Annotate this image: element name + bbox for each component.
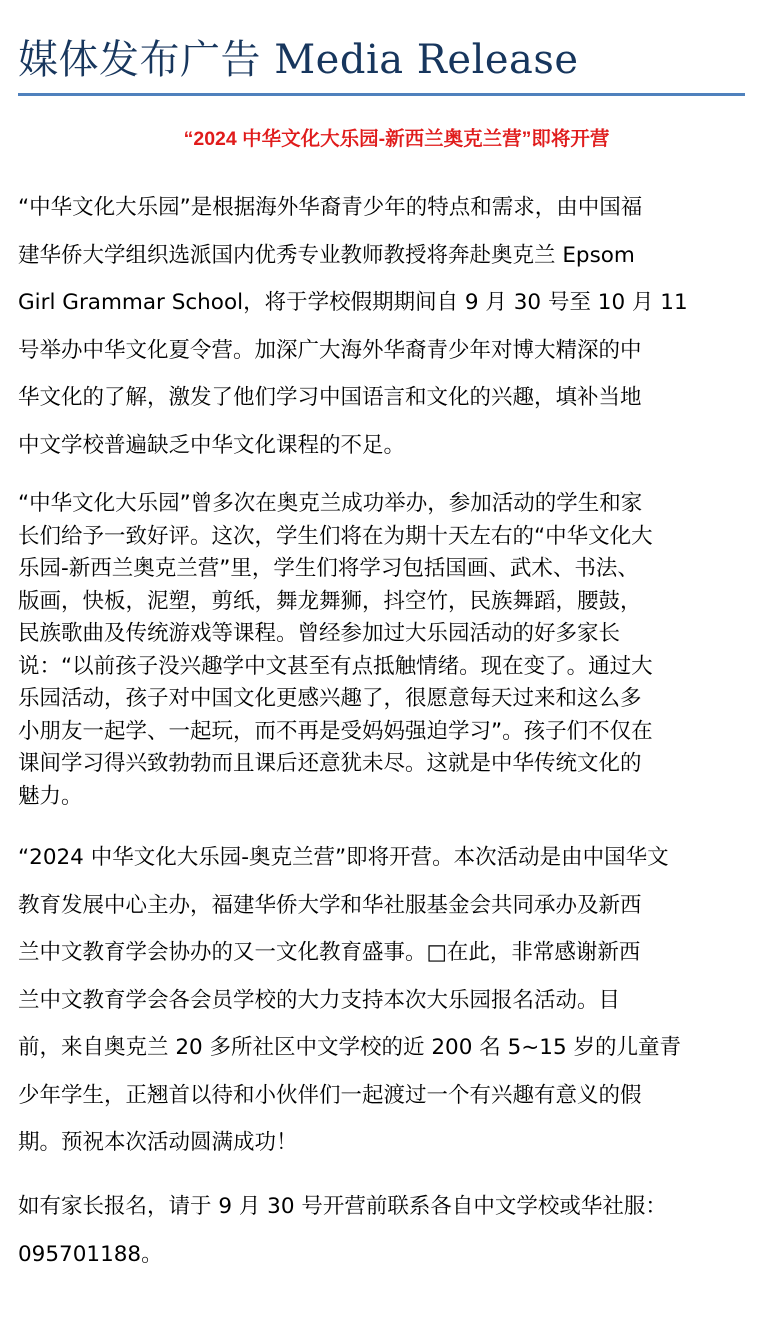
text-line: 课间学习得兴致勃勃而且课后还意犹未尽。这就是中华传统文化的 — [18, 751, 642, 776]
text-line: 华文化的了解，激发了他们学习中国语言和文化的兴趣，填补当地 — [18, 385, 642, 410]
contact-phone: 095701188。 — [18, 1241, 163, 1267]
text-line: Girl Grammar School，将于学校假期期间自 9 月 30 号至 10 月 11 — [18, 290, 688, 315]
text-line: 兰中文教育学会各会员学校的大力支持本次大乐园报名活动。目 — [18, 987, 621, 1013]
text-line: 版画，快板，泥塑，剪纸，舞龙舞狮，抖空竹，民族舞蹈，腰鼓， — [18, 588, 642, 614]
paragraph-history — [18, 488, 743, 813]
text-line: 中文学校普遍缺乏中华文化课程的不足。 — [18, 432, 406, 458]
text-line: 长们给予一致好评。这次，学生们将在为期十天左右的“中华文化大 — [18, 523, 653, 549]
text-line: 前，来自奥克兰 20 多所社区中文学校的近 200 名 5~15 岁的儿童青 — [18, 1035, 681, 1060]
text-line: 民族歌曲及传统游戏等课程。曾经参加过大乐园活动的好多家长 — [18, 621, 621, 646]
text-line: 号举办中华文化夏令营。加深广大海外华裔青少年对博大精深的中 — [18, 337, 642, 363]
text-line: 小朋友一起学、一起玩，而不再是受妈妈强迫学习”。孩子们不仅在 — [18, 718, 653, 744]
text-line: “中华文化大乐园”曾多次在奥克兰成功举办，参加活动的学生和家 — [18, 491, 643, 516]
paragraph-intro — [18, 184, 743, 469]
text-line: 乐园-新西兰奥克兰营”里，学生们将学习包括国画、武术、书法、 — [18, 556, 639, 581]
event-headline: “2024 中华文化大乐园-新西兰奥克兰营”即将开营 — [183, 128, 610, 150]
text-line: “2024 中华文化大乐园-奥克兰营”即将开营。本次活动是由中国华文 — [18, 845, 669, 870]
release-header — [18, 30, 745, 96]
text-line: 说：“以前孩子没兴趣学中文甚至有点抵触情绪。现在变了。通过大 — [18, 653, 653, 679]
text-line: “中华文化大乐园”是根据海外华裔青少年的特点和需求，由中国福 — [18, 195, 643, 220]
text-line: 教育发展中心主办，福建华侨大学和华社服基金会共同承办及新西 — [18, 892, 642, 918]
text-line: 乐园活动，孩子对中国文化更感兴趣了，很愿意每天过来和这么多 — [18, 686, 642, 711]
text-line: 期。预祝本次活动圆满成功！ — [18, 1130, 298, 1155]
text-line: 兰中文教育学会协办的又一文化教育盛事。□在此，非常感谢新西 — [18, 940, 641, 965]
text-line: 如有家长报名，请于 9 月 30 号开营前联系各自中文学校或华社服： — [18, 1194, 667, 1219]
text-line: 魅力。 — [18, 783, 83, 809]
paragraph-organizers — [18, 834, 743, 1167]
page-title: 媒体发布广告 Media Release — [18, 37, 579, 83]
text-line: 建华侨大学组织选派国内优秀专业教师教授将奔赴奥克兰 Epsom — [18, 242, 635, 268]
text-line: 少年学生，正翘首以待和小伙伴们一起渡过一个有兴趣有意义的假 — [18, 1082, 642, 1108]
paragraph-contact — [18, 1183, 743, 1278]
